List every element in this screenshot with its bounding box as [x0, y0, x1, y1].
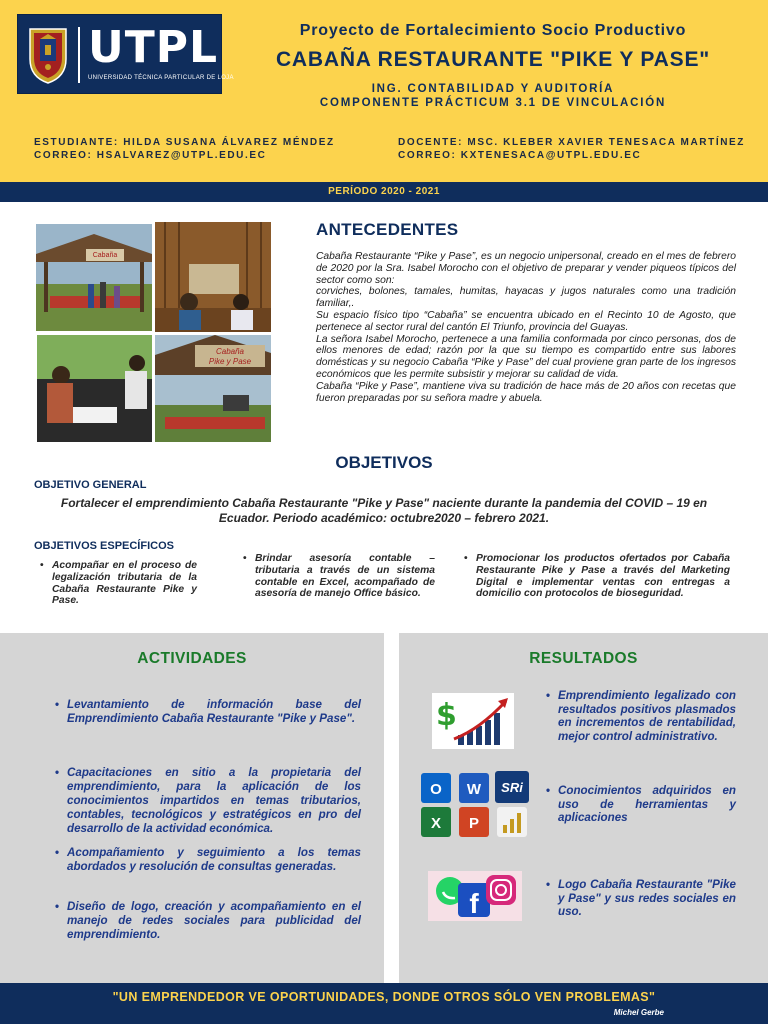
component-subtitle: COMPONENTE PRÁCTICUM 3.1 DE VINCULACIÓN — [319, 97, 667, 109]
university-shield-icon — [26, 23, 70, 85]
teacher-info — [398, 136, 745, 162]
objetivo-general-text: Fortalecer el emprendimiento Cabaña Restaurante "Pike y Pase" naciente durante la pandemia del COVID – 19 en Ecuador. Periodo académico: octubre2020 – febrero 2021. — [60, 496, 708, 525]
antecedentes-body — [316, 251, 736, 404]
career-subtitle: ING. CONTABILIDAD Y AUDITORÍA — [371, 83, 615, 95]
antecedentes-heading: ANTECEDENTES — [316, 220, 459, 239]
footer-band — [0, 983, 768, 1024]
cabin-sign-line-1: Cabaña — [215, 347, 245, 356]
antecedentes-paragraph: La señora Isabel Morocho, pertenece a una familia conformada por cinco personas, dos de ellos menores de edad; razón por la que su tiempo es compartido entre sus labores domésticas y su negocio Cabaña “Pike y Pase” del cual proviene gran parte de los ingresos económicos que les permite subsistir y mejorar su calidad de vida. — [316, 333, 736, 380]
resultados-panel — [399, 633, 768, 983]
antecedentes-paragraph: Cabaña “Pike y Pase”, mantiene viva su tradición de hace más de 20 años con recetas que fueron preparadas por su señora madre y abuela. — [316, 380, 736, 404]
svg-text:f: f — [469, 888, 479, 919]
resultado-item: • Emprendimiento legalizado con resultados positivos plasmados en incrementos de rentabilidad, mejor control administrativo. — [558, 689, 736, 743]
photo-training-session — [37, 335, 152, 442]
sri-logo-text: SRi — [501, 780, 523, 795]
cabin-sign-line-2: Pike y Pase — [208, 357, 252, 366]
objetivo-especifico-item: • Brindar asesoría contable – tributaria a través de un sistema contable en Excel, acompañado de asesoría de manejo Office básico. — [255, 553, 435, 600]
logo-text: UTPL — [88, 22, 219, 73]
svg-text:$: $ — [436, 698, 457, 733]
header-band — [0, 0, 768, 182]
svg-text:P: P — [468, 815, 480, 832]
svg-text:W: W — [466, 781, 482, 798]
antecedentes-paragraph: corviches, bolones, tamales, humitas, hayacas y jugos naturales como una tradición familiar,. — [316, 286, 736, 310]
office-apps-icons — [419, 771, 531, 839]
student-email: CORREO: HSALVAREZ@UTPL.EDU.EC — [34, 150, 267, 161]
quote-author: Michel Gerbe — [613, 1008, 664, 1017]
objetivo-general-heading: OBJETIVO GENERAL — [34, 479, 147, 491]
antecedentes-paragraph: Cabaña Restaurante “Pike y Pase”, es un negocio unipersonal, creado en el mes de febrero de 2020 por la Sra. Isabel Morocho con el objetivo de preparar y vender piqueos típicos del sector como son: — [316, 251, 736, 286]
logo-separator — [78, 27, 80, 83]
antecedentes-paragraph: Su espacio físico tipo “Cabaña” se encuentra ubicado en el Recinto 10 de Agosto, que pertenece al sector rural del cantón El Triunfo, provincia del Guayas. — [316, 309, 736, 333]
footer-quote: "UN EMPRENDEDOR VE OPORTUNIDADES, DONDE OTROS SÓLO VEN PROBLEMAS" — [112, 990, 656, 1004]
poster-title: CABAÑA RESTAURANTE "PIKE Y PASE" — [275, 48, 711, 71]
teacher-email: CORREO: KXTENESACA@UTPL.EDU.EC — [398, 150, 642, 161]
student-info — [34, 136, 335, 162]
period-bar — [0, 182, 768, 202]
svg-text:O: O — [430, 781, 442, 798]
project-title: Proyecto de Fortalecimiento Socio Productivo — [299, 22, 687, 39]
photo-cabin-sign — [155, 335, 271, 442]
social-media-icons — [428, 871, 522, 921]
objetivos-especificos-heading: OBJETIVOS ESPECÍFICOS — [34, 540, 174, 552]
actividades-heading: ACTIVIDADES — [137, 650, 247, 667]
student-name: ESTUDIANTE: HILDA SUSANA ÁLVAREZ MÉNDEZ — [34, 137, 335, 148]
resultado-item: • Logo Cabaña Restaurante "Pike y Pase" y sus redes sociales en uso. — [558, 878, 736, 919]
photo-counter-service — [155, 222, 271, 332]
period-label: PERÍODO 2020 - 2021 — [328, 186, 440, 197]
logo-subtitle: UNIVERSIDAD TÉCNICA PARTICULAR DE LOJA — [88, 75, 234, 81]
resultado-item: • Conocimientos adquiridos en uso de herramientas y aplicaciones — [558, 784, 736, 825]
objetivo-especifico-item: • Promocionar los productos ofertados por Cabaña Restaurante Pike y Pase a través del Marketing Digital e implementar ventas con entregas a domicilio con protocolos de bioseguridad. — [476, 553, 730, 600]
objetivo-especifico-item: • Acompañar en el proceso de legalización tributaria de la Cabaña Restaurante Pike y Pase. — [52, 560, 197, 607]
objetivos-heading: OBJETIVOS — [335, 453, 433, 472]
photo-cabin-exterior — [36, 224, 152, 331]
resultados-heading: RESULTADOS — [529, 650, 638, 667]
actividad-item: • Levantamiento de información base del Emprendimiento Cabaña Restaurante "Pike y Pase". — [67, 698, 361, 726]
actividad-item: • Diseño de logo, creación y acompañamiento en el manejo de redes sociales para publicidad del emprendimiento. — [67, 900, 361, 942]
svg-text:X: X — [430, 815, 442, 832]
actividad-item: • Acompañamiento y seguimiento a los temas abordados y resolución de consultas generadas. — [67, 846, 361, 874]
teacher-name: DOCENTE: MSC. KLEBER XAVIER TENESACA MARTÍNEZ — [398, 137, 746, 148]
actividades-panel — [0, 633, 384, 983]
growth-chart-icon — [432, 693, 514, 749]
utpl-logo — [17, 14, 234, 94]
cabin-sign-text: Cabaña — [92, 252, 118, 259]
actividad-item: • Capacitaciones en sitio a la propietaria del emprendimiento, para la aplicación de los conocimientos impartidos en temas tributarios, contables, tecnológicos y estratégicos en pro del desarrollo de la actividad económica. — [67, 766, 361, 836]
